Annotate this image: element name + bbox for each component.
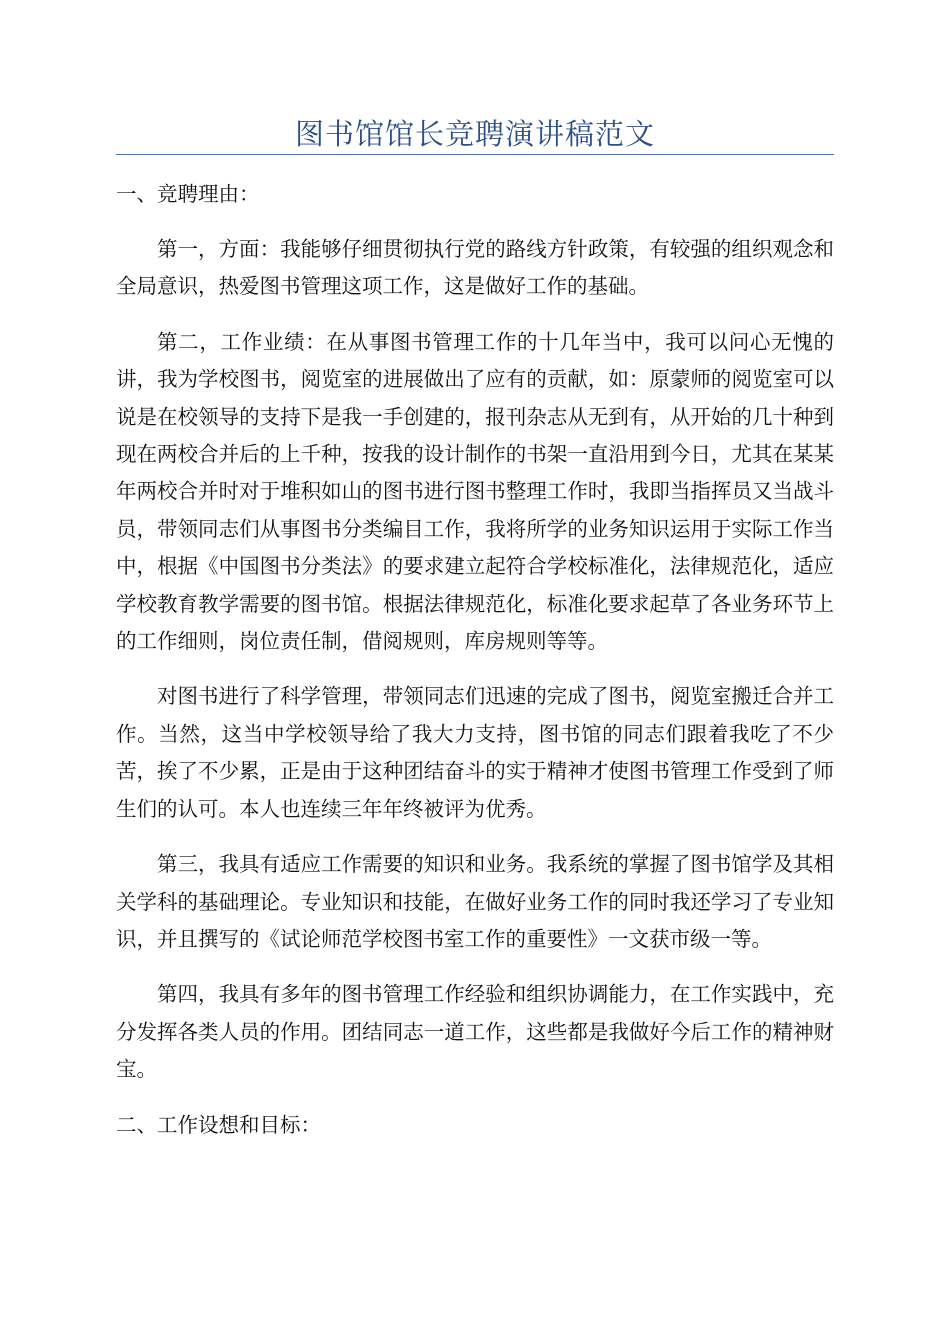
paragraph-third-point: 第三，我具有适应工作需要的知识和业务。我系统的掌握了图书馆学及其相关学科的基础理论。专业知识和技能，在做好业务工作的同时我还学习了专业知识，并且撰写的《试论师范学校图书室工作的重要性》一文获市级一等。 bbox=[116, 852, 834, 951]
section-heading-reasons: 一、竞聘理由： bbox=[116, 182, 260, 206]
document-title: 图书馆馆长竞聘演讲稿范文 bbox=[294, 117, 655, 151]
paragraph-fourth-point: 第四，我具有多年的图书管理工作经验和组织协调能力，在工作实践中，充分发挥各类人员的作用。团结同志一道工作，这些都是我做好今后工作的精神财宝。 bbox=[116, 982, 834, 1082]
paragraph-work-performance: 第二，工作业绩：在从事图书管理工作的十几年当中，我可以问心无愧的讲，我为学校图书，阅览室的进展做出了应有的贡献，如：原蒙师的阅览室可以说是在校领导的支持下是我一手创建的，报刊杂志从无到有，从开始的几十种到现在两校合并后的上千种，按我的设计制作的书架一直沿用到今日，尤其在某某年两校合并时对于堆积如山的图书进行图书整理工作时，我即当指挥员又当战斗员，带领同志们从事图书分类编目工作，我将所学的业务知识运用于实际工作当中，根据《中国图书分类法》的要求建立起符合学校标准化，法律规范化，适应学校教育教学需要的图书馆。根据法律规范化，标准化要求起草了各业务环节上的工作细则，岗位责任制，借阅规则，库房规则等等。 bbox=[116, 329, 834, 654]
paragraph-first-point: 第一，方面：我能够仔细贯彻执行党的路线方针政策，有较强的组织观念和全局意识，热爱图书管理这项工作，这是做好工作的基础。 bbox=[116, 237, 834, 299]
document-body bbox=[116, 176, 834, 1162]
section-heading-plans: 二、工作设想和目标： bbox=[116, 1112, 321, 1137]
paragraph-scientific-management: 对图书进行了科学管理，带领同志们迅速的完成了图书，阅览室搬迁合并工作。当然，这当中学校领导给了我大力支持，图书馆的同志们跟着我吃了不少苦，挨了不少累，正是由于这种团结奋斗的实于精神才使图书管理工作受到了师生们的认可。本人也连续三年年终被评为优秀。 bbox=[116, 684, 834, 821]
title-underline bbox=[116, 154, 834, 155]
